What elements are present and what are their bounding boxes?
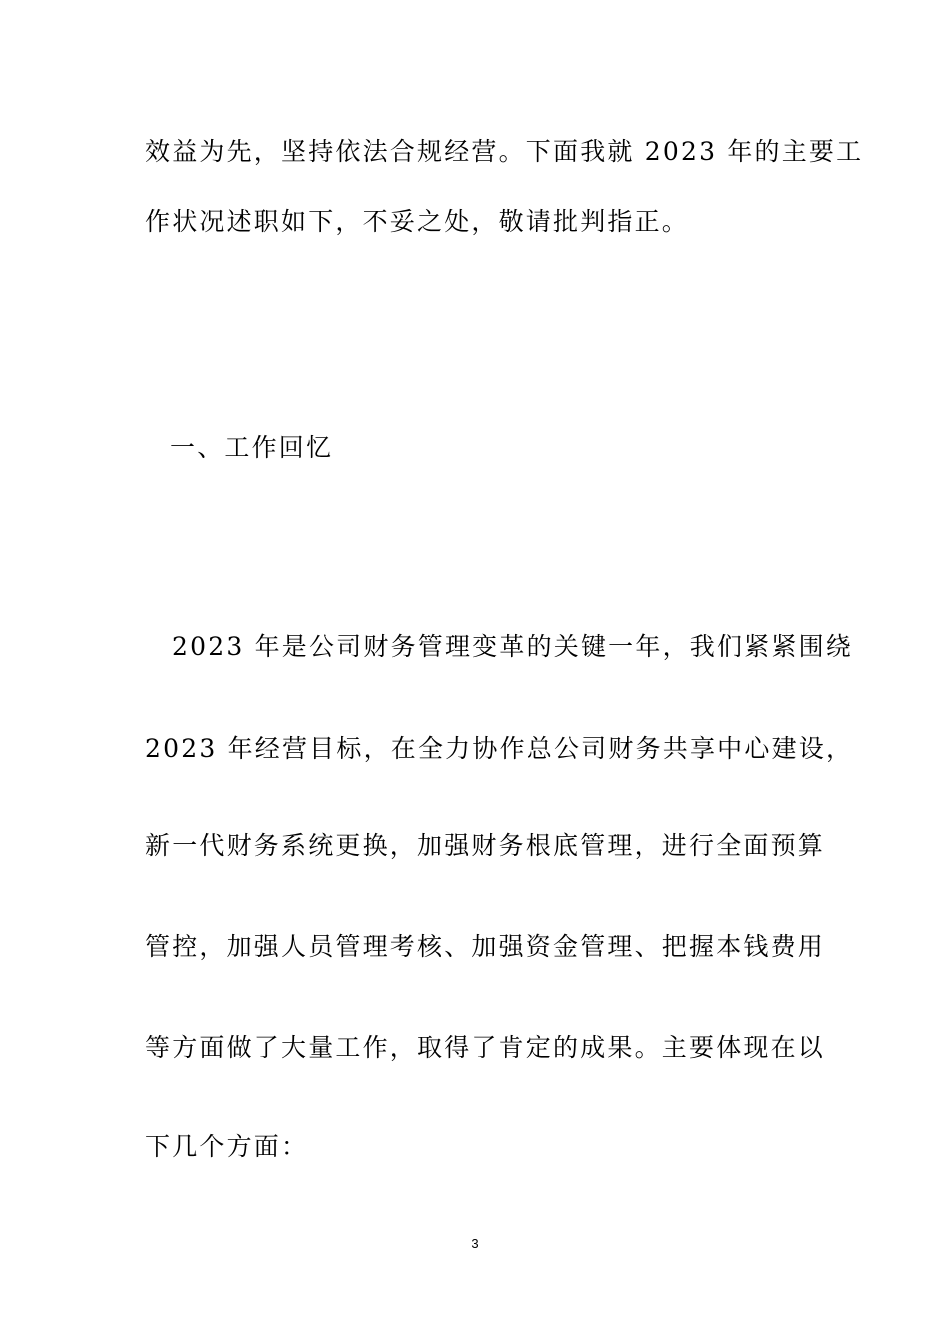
paragraph-line: 新一代财务系统更换，加强财务根底管理，进行全面预算 [145, 831, 826, 860]
page-number: 3 [471, 1236, 479, 1251]
paragraph-line: 管控，加强人员管理考核、加强资金管理、把握本钱费用 [145, 932, 826, 961]
paragraph-line: 下几个方面： [145, 1132, 309, 1161]
paragraph-line: 2023 年是公司财务管理变革的关键一年，我们紧紧围绕 [172, 632, 853, 661]
section-heading: 一、工作回忆 [170, 433, 334, 462]
paragraph-line: 2023 年经营目标，在全力协作总公司财务共享中心建设， [145, 734, 854, 763]
text-line: 效益为先，坚持依法合规经营。下面我就 2023 年的主要工 [145, 137, 864, 166]
paragraph-line: 等方面做了大量工作，取得了肯定的成果。主要体现在以 [145, 1033, 826, 1062]
text-line: 作状况述职如下，不妥之处，敬请批判指正。 [145, 207, 690, 236]
